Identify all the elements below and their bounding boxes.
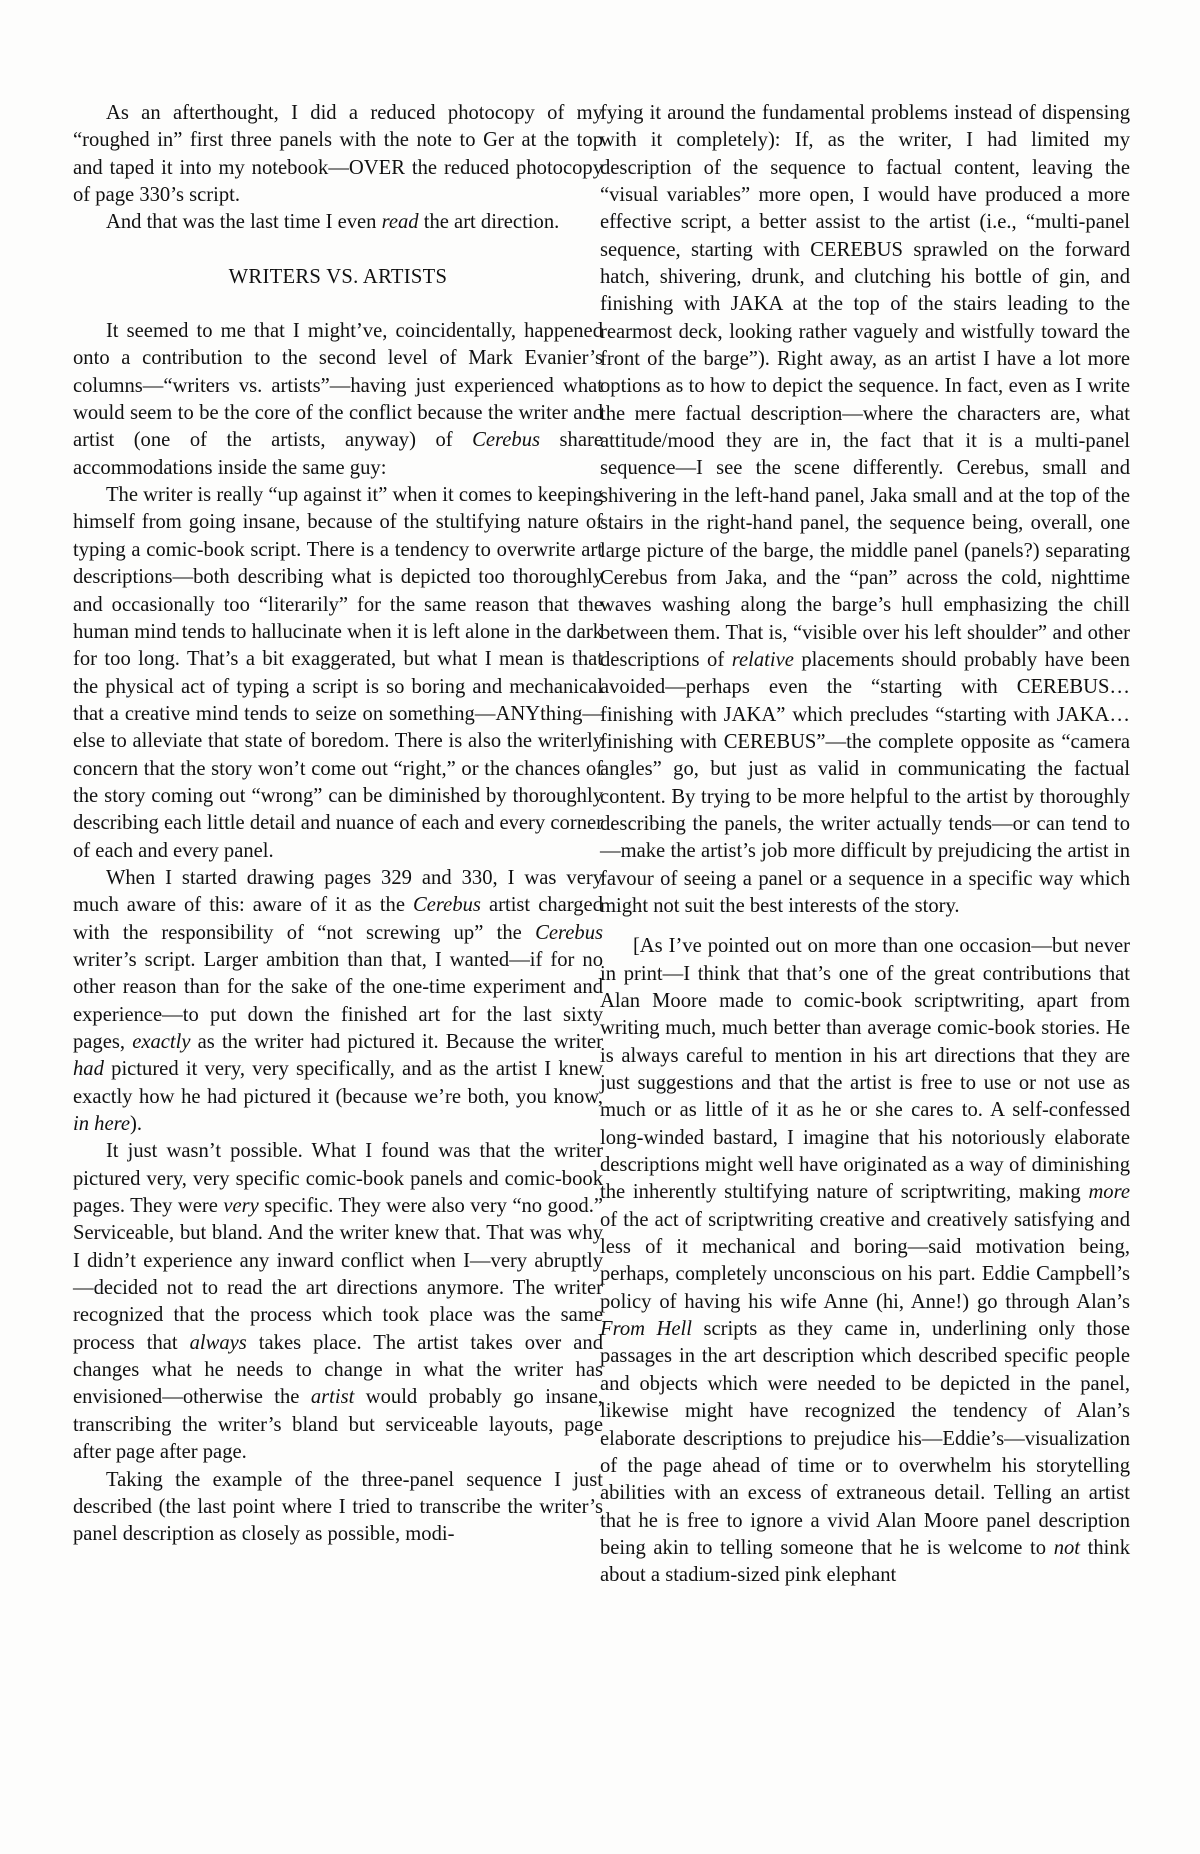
paragraph: fying it around the fundamental problems instead of dispensing with it completely): If, as the writer, I had limited my description of the sequence to factual content, leaving the “visual variables” more open, I would have produced a more effective script, a better assist to the artist (i.e., “multi-panel sequence, starting with CEREBUS sprawled on the forward hatch, shivering, drunk, and clutching his bottle of gin, and finishing with JAKA at the top of the stairs leading to the rearmost deck, looking rather vaguely and wistfully toward the front of the barge”). Right away, as an artist I have a lot more options as to how to depict the sequence. In fact, even as I write the mere factual description—where the characters are, what attitude/mood they are in, the fact that it is a multi-panel sequence—I see the scene differently. Cerebus, small and shivering in the left-hand panel, Jaka small and at the top of the stairs in the right-hand panel, the sequence being, overall, one large picture of the barge, the middle panel (panels?) separating Cerebus from Jaka, and the “pan” across the cold, nighttime waves washing along the barge’s hull emphasizing the chill between them. That is, “visible over his left shoulder” and other descriptions of relative placements should probably have been avoided—perhaps even the “starting with CEREBUS…finishing with JAKA” which precludes “starting with JAKA…finishing with CEREBUS”—the complete opposite as “camera angles” go, but just as valid in communicating the factual content. By trying to be more helpful to the artist by thoroughly describing the panels, the writer actually tends—or can tend to—make the artist’s job more difficult by prejudicing the artist in favour of seeing a panel or a sequence in a specific way which might not suit the best interests of the story. [600,102,1130,917]
paragraph: The writer is really “up against it” when it comes to keeping himself from going insane, because of the stultifying nature of typing a comic-book script. There is a tendency to overwrite art descriptions—both describing what is depicted too thoroughly and occasionally too “literarily” for the same reason that the human mind tends to hallucinate when it is left alone in the dark for too long. That’s a bit exaggerated, but what I mean is that the physical act of typing a script is so boring and mechanical that a creative mind tends to seize on something—ANYthing—else to alleviate that state of boredom. There is also the writerly concern that the story won’t come out “right,” or the chances of the story coming out “wrong” can be diminished by thoroughly describing each little detail and nuance of each and every corner of each and every panel. [73,484,603,862]
right-column [600,100,1130,1590]
paragraph: And that was the last time I even read the art direction. [105,211,560,234]
paragraph: As an afterthought, I did a reduced photocopy of my “roughed in” first three panels with the note to Ger at the top and taped it into my notebook—OVER the reduced photocopy of page 330’s script. [73,102,603,207]
left-column [73,100,603,1549]
paragraph: Taking the example of the three-panel sequence I just described (the last point where I tried to transcribe the writer’s panel description as closely as possible, modi- [73,1468,603,1546]
paragraph: It just wasn’t possible. What I found was that the writer pictured very, very specific comic-book panels and comic-book pages. They were very specific. They were also very “no good.” Serviceable, but bland. And the writer knew that. That was why I didn’t experience any inward conflict when I—very abruptly—decided not to read the art directions anymore. The writer recognized that the process which took place was the same process that always takes place. The artist takes over and changes what he needs to change in what the writer has envisioned—otherwise the artist would probably go insane, transcribing the writer’s bland but serviceable layouts, page after page after page. [73,1140,603,1464]
section-heading: WRITERS VS. ARTISTS [228,265,448,288]
paragraph: It seemed to me that I might’ve, coincidentally, happened onto a contribution to the second level of Mark Evanier’s columns—“writers vs. artists”—having just experienced what would seem to be the core of the conflict because the writer and artist (one of the artists, anyway) of Cerebus share accommodations inside the same guy: [73,320,603,479]
paragraph: [As I’ve pointed out on more than one occasion—but never in print—I think that that’s one of the great contributions that Alan Moore made to comic-book scriptwriting, apart from writing much, much better than average comic-book stories. He is always careful to mention in his art directions that they are just suggestions and that the artist is free to use or not use as much or as little of it as he or she cares to. A self-confessed long-winded bastard, I imagine that his notoriously elaborate descriptions might well have originated as a way of diminishing the inherently stultifying nature of scriptwriting, making more of the act of scriptwriting creative and creatively satisfying and less of it mechanical and boring—said motivation being, perhaps, completely unconscious on his part. Eddie Campbell’s policy of having his wife Anne (hi, Anne!) go through Alan’s From Hell scripts as they came in, underlining only those passages in the art description which described specific people and objects which were needed to be depicted in the panel, likewise might have recognized the tendency of Alan’s elaborate descriptions to prejudice his—Eddie’s—visualization of the page ahead of time or to overwhelm his storytelling abilities with an excess of extraneous detail. Telling an artist that he is free to ignore a vivid Alan Moore panel description being akin to telling someone that he is welcome to not think about a stadium-sized pink elephant [600,935,1131,1587]
paragraph: When I started drawing pages 329 and 330, I was very much aware of this: aware of it as the Cerebus artist charged with the responsibility of “not screwing up” the Cerebus writer’s script. Larger ambition than that, I wanted—if for no other reason than for the sake of the one-time experiment and experience—to put down the finished art for the last sixty pages, exactly as the writer had pictured it. Because the writer had pictured it very, very specifically, and as the artist I knew exactly how he had pictured it (because we’re both, you know, in here). [73,866,604,1136]
